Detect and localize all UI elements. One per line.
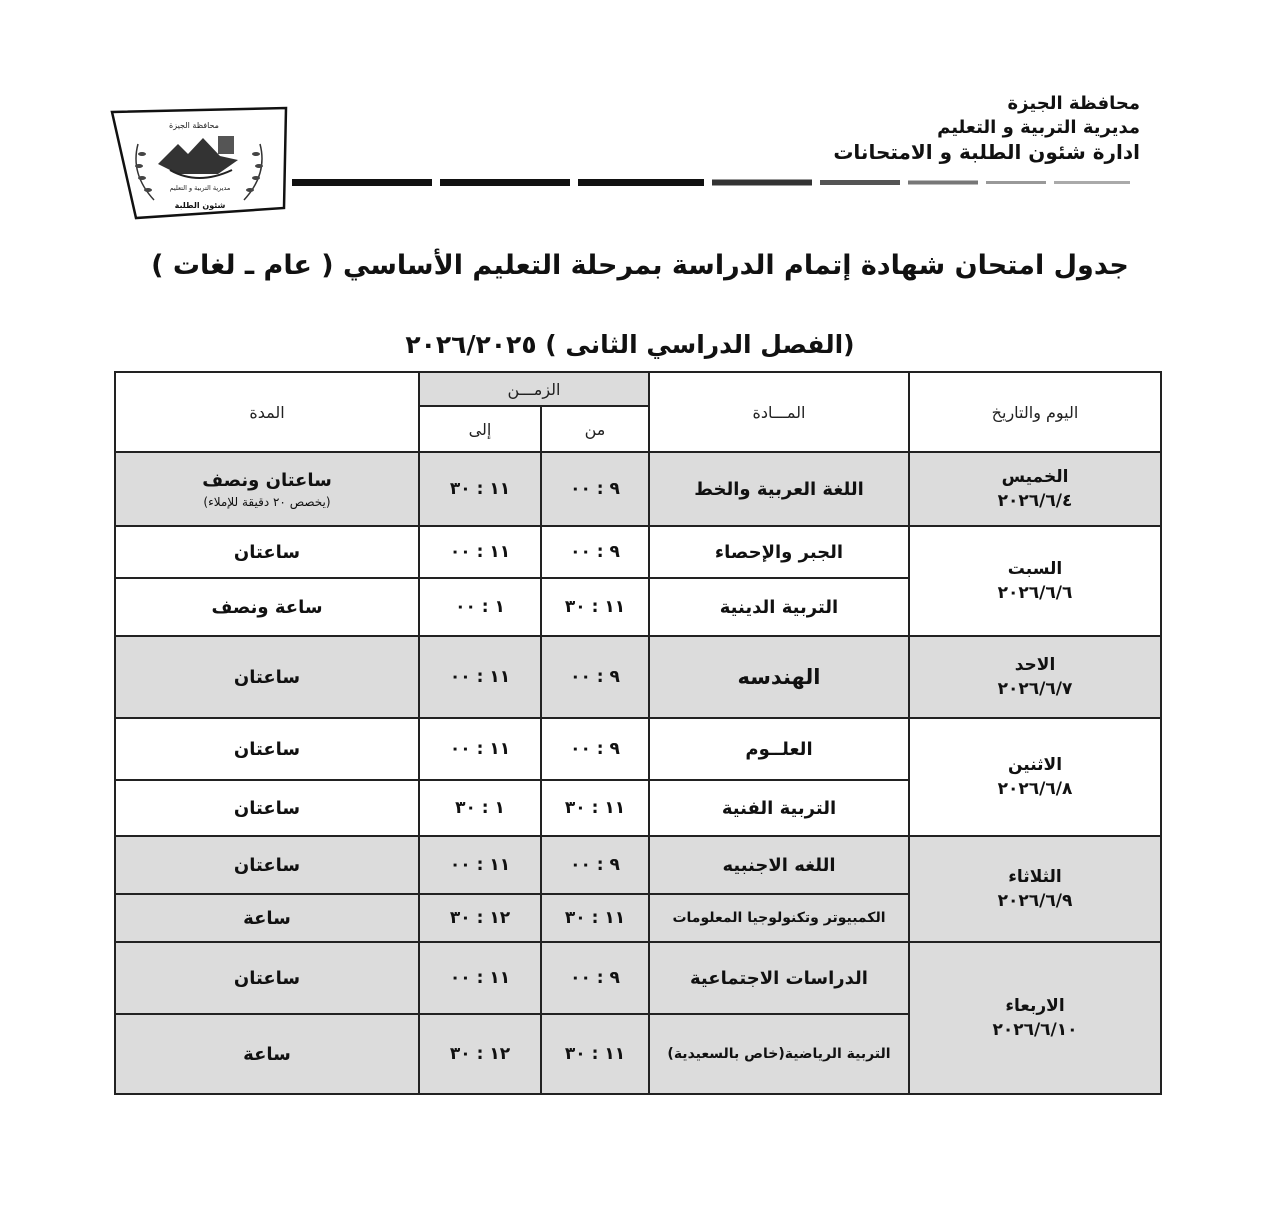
duration-cell: ساعتان [115,942,419,1014]
day-name: الاثنين [1007,755,1063,775]
duration-cell: ساعتان [115,836,419,894]
header-time: الزمـــن [419,372,649,406]
exam-date: ٢٠٢٦/٦/٩ [997,891,1073,911]
to-time-cell: ١٢ : ٣٠ [419,1014,541,1094]
day-name: الاحد [1014,655,1056,675]
duration-cell: ساعتان [115,718,419,780]
to-time-cell: ١١ : ٠٠ [419,942,541,1014]
exam-schedule-table [114,371,1162,1095]
from-time-cell: ٩ : ٠٠ [541,836,649,894]
from-time-cell: ١١ : ٣٠ [541,780,649,836]
header-subject: المـــادة [649,372,909,452]
subject-cell: اللغه الاجنبيه [649,836,909,894]
day-cell [909,452,1161,526]
duration-cell: ساعتان [115,636,419,718]
subject-cell: التربية الدينية [649,578,909,636]
day-cell [909,526,1161,636]
duration-text: ساعتان ونصف [202,469,332,491]
header-from: من [541,406,649,452]
directorate-name: مديرية التربية و التعليم [937,117,1140,138]
day-cell [909,836,1161,942]
from-time-cell: ٩ : ٠٠ [541,526,649,578]
from-time-cell: ١١ : ٣٠ [541,1014,649,1094]
document-title: جدول امتحان شهادة إتمام الدراسة بمرحلة التعليم الأساسي ( عام ـ لغات ) [151,250,1129,281]
day-cell [909,636,1161,718]
seal-mid-text: مديرية التربية و التعليم [169,184,231,192]
from-time-cell: ٩ : ٠٠ [541,636,649,718]
day-name: الاربعاء [1005,996,1065,1016]
exam-date: ٢٠٢٦/٦/٦ [997,583,1073,603]
duration-cell: ساعة [115,894,419,942]
dictation-note: (يخصص ٢٠ دقيقة للإملاء) [203,494,331,509]
day-cell [909,718,1161,836]
day-name: الخميس [1001,467,1069,487]
duration-cell: ساعتان [115,526,419,578]
header-duration: المدة [115,372,419,452]
table-row [115,942,1161,1014]
subject-cell: الدراسات الاجتماعية [649,942,909,1014]
from-time-cell: ١١ : ٣٠ [541,578,649,636]
subject-cell: التربية الرياضية(خاص بالسعيدية) [649,1014,909,1094]
to-time-cell: ١١ : ٠٠ [419,718,541,780]
to-time-cell: ١١ : ٠٠ [419,636,541,718]
duration-cell: ساعة [115,1014,419,1094]
from-time-cell: ٩ : ٠٠ [541,942,649,1014]
to-time-cell: ١١ : ٠٠ [419,526,541,578]
from-time-cell: ١١ : ٣٠ [541,894,649,942]
duration-cell [115,452,419,526]
directorate-seal-logo [108,104,290,222]
governorate-name: محافظة الجيزة [1007,93,1140,114]
header-rule-line [292,178,1132,188]
from-time-cell: ٩ : ٠٠ [541,718,649,780]
day-cell [909,942,1161,1094]
subject-cell: العلــوم [649,718,909,780]
day-name: السبت [1007,559,1063,579]
term-subtitle: (الفصل الدراسي الثانى ) ٢٠٢٦/٢٠٢٥ [405,330,855,359]
exam-date: ٢٠٢٦/٦/١٠ [992,1020,1078,1040]
subject-cell: اللغة العربية والخط [649,452,909,526]
subject-cell: التربية الفنية [649,780,909,836]
table-row [115,636,1161,718]
to-time-cell: ١٢ : ٣٠ [419,894,541,942]
duration-cell: ساعتان [115,780,419,836]
office-header [833,92,1140,164]
to-time-cell: ١١ : ٠٠ [419,836,541,894]
table-row [115,718,1161,780]
to-time-cell: ١١ : ٣٠ [419,452,541,526]
subject-cell: الجبر والإحصاء [649,526,909,578]
header-day-date: اليوم والتاريخ [909,372,1161,452]
subject-cell: الكمبيوتر وتكنولوجيا المعلومات [649,894,909,942]
from-time-cell: ٩ : ٠٠ [541,452,649,526]
table-row [115,526,1161,578]
day-name: الثلاثاء [1008,867,1062,887]
exam-date: ٢٠٢٦/٦/٧ [997,679,1073,699]
exam-date: ٢٠٢٦/٦/٨ [997,779,1073,799]
duration-cell: ساعة ونصف [115,578,419,636]
department-name: ادارة شئون الطلبة و الامتحانات [833,140,1140,164]
exam-date: ٢٠٢٦/٦/٤ [997,491,1073,511]
to-time-cell: ١ : ٠٠ [419,578,541,636]
to-time-cell: ١ : ٣٠ [419,780,541,836]
table-row [115,836,1161,894]
seal-top-text: محافظة الجيزة [169,121,219,130]
table-row [115,452,1161,526]
header-to: إلى [419,406,541,452]
seal-bottom-text: شئون الطلبة [174,201,226,210]
subject-cell: الهندسه [649,636,909,718]
